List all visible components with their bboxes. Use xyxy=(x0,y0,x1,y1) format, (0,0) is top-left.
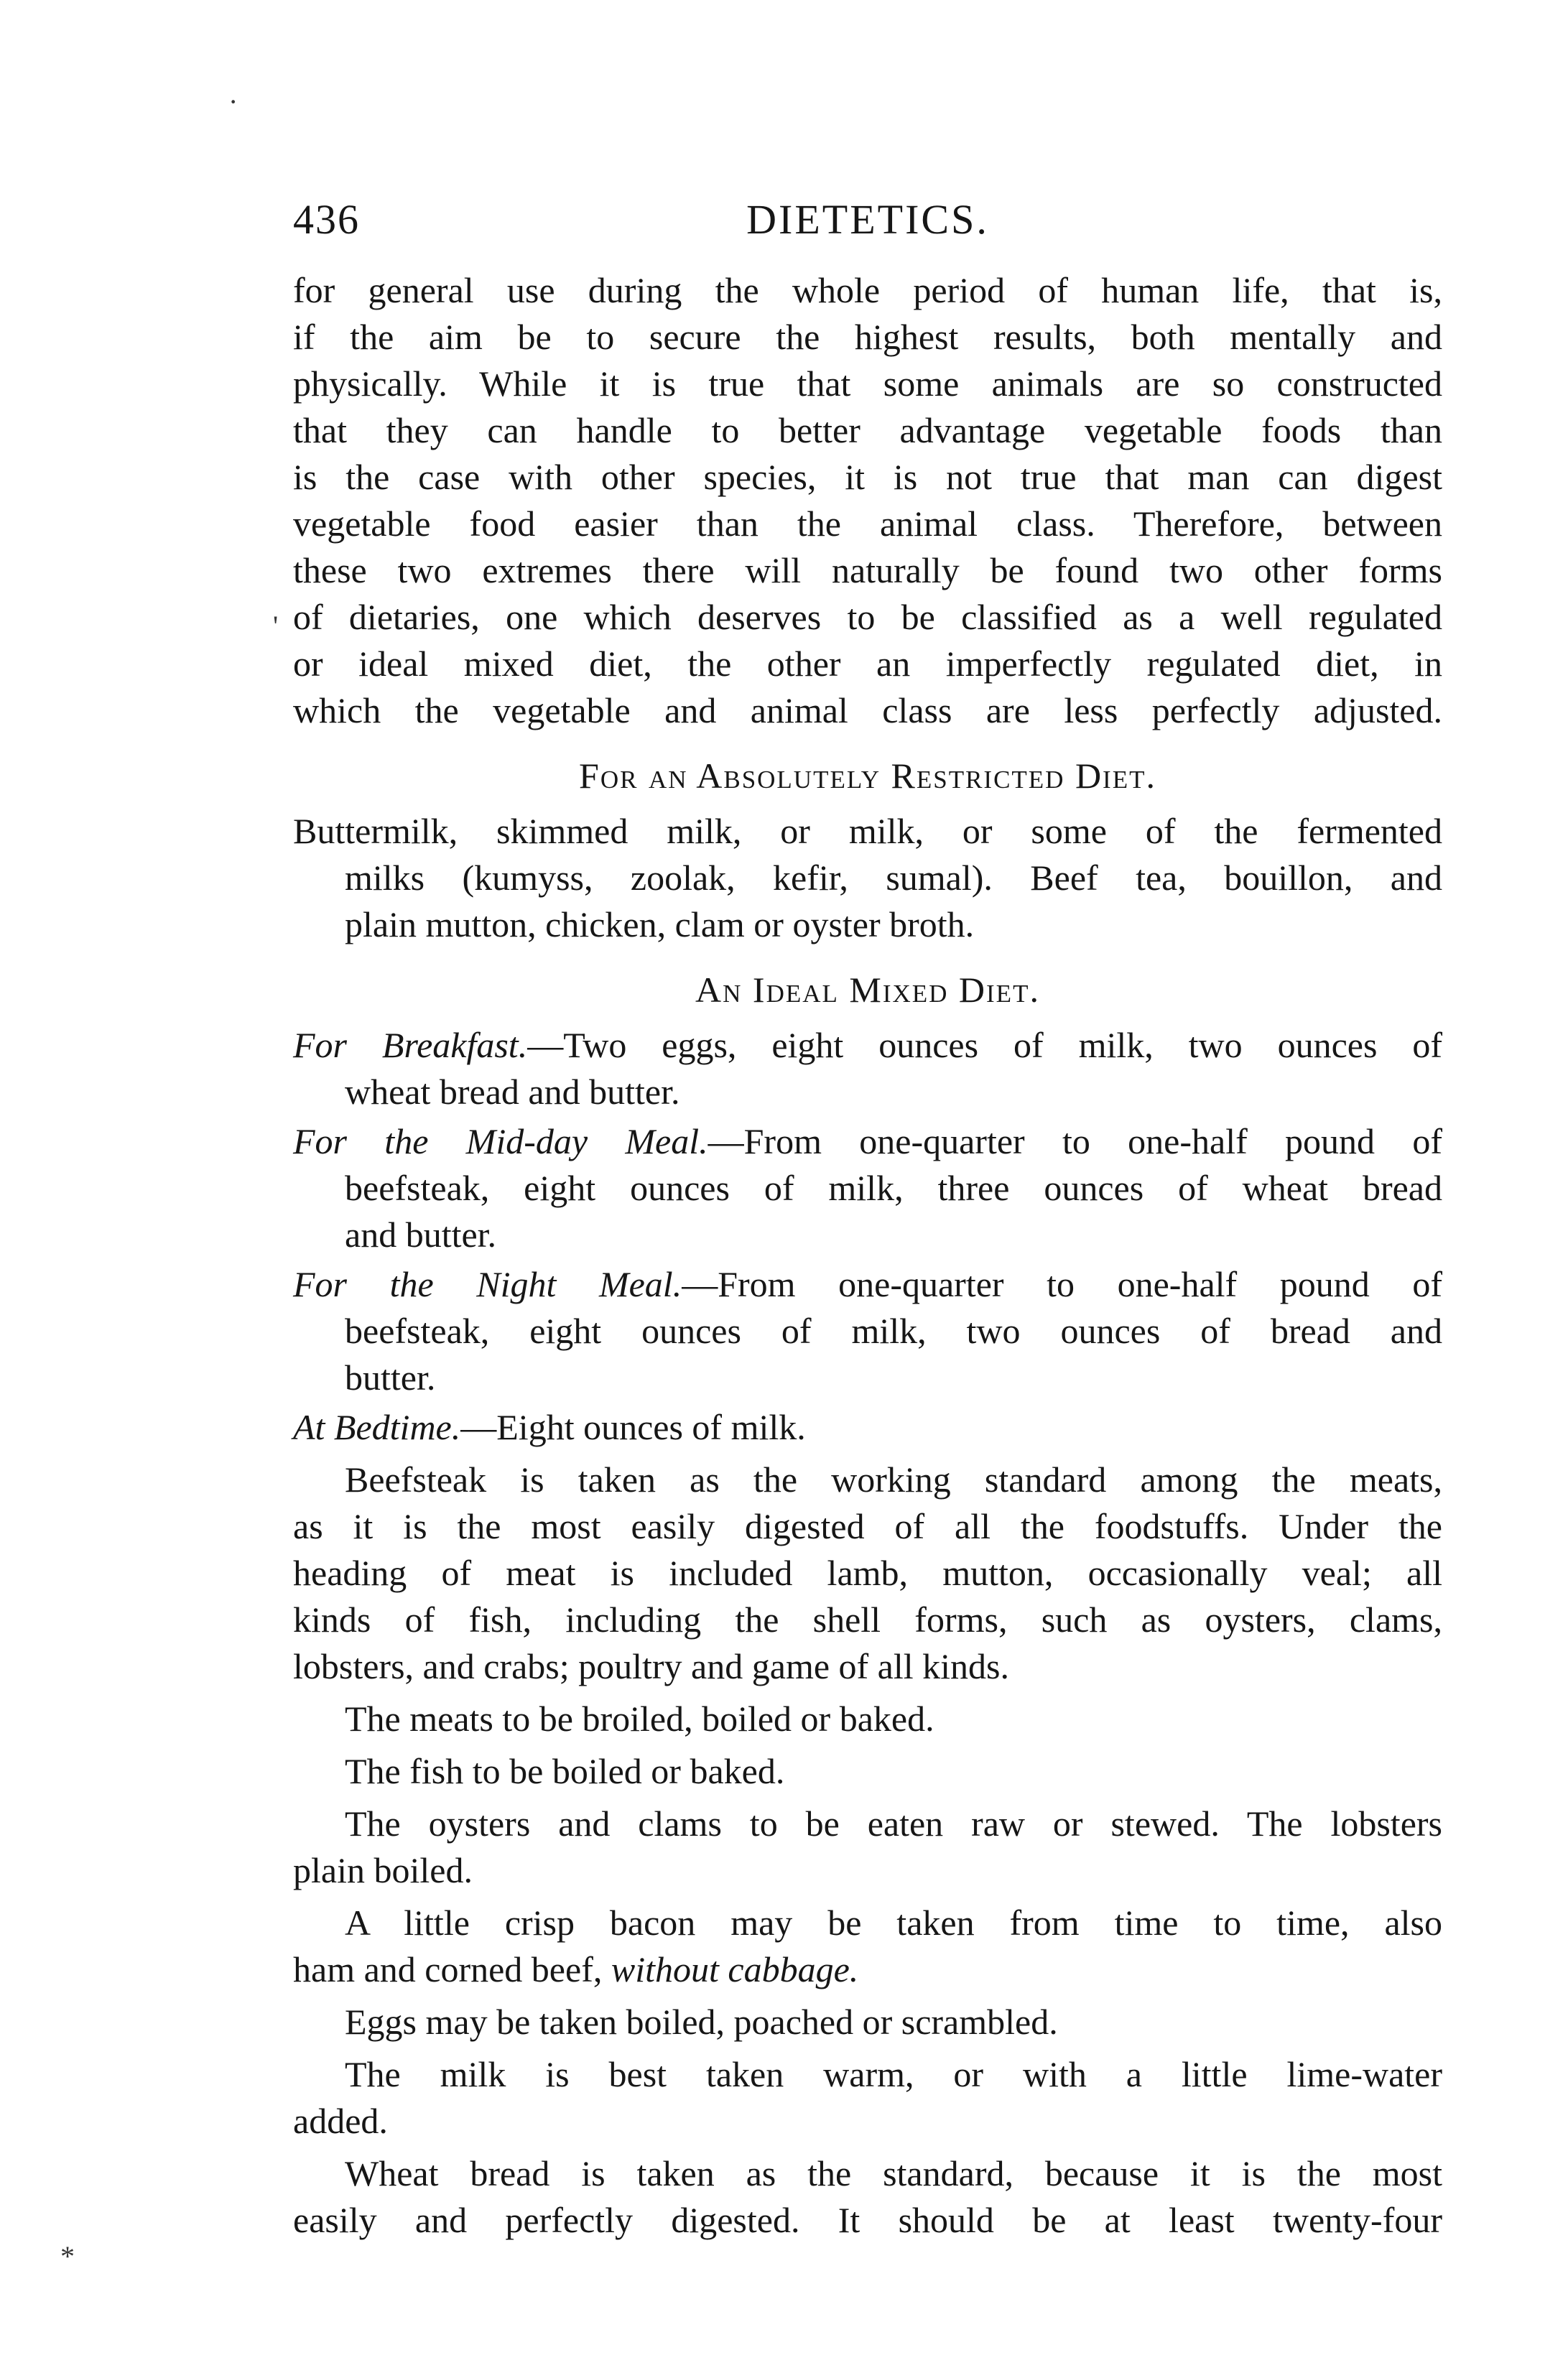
intro-line: these two extremes there will naturally be found two other forms xyxy=(293,550,1442,590)
meal-label: For Breakfast. xyxy=(293,1025,528,1065)
body-line: heading of meat is included lamb, mutton, occasionally veal; all xyxy=(293,1553,1442,1593)
meal-line: wheat bread and butter. xyxy=(345,1072,680,1112)
body-line: kinds of fish, including the shell forms, such as oysters, clams, xyxy=(293,1599,1442,1640)
intro-line: for general use during the whole period of human life, that is, xyxy=(293,270,1442,310)
bacon-emphasis: without cabbage. xyxy=(611,1949,859,1989)
restricted-diet-heading: For an Absolutely Restricted Diet. xyxy=(579,756,1156,796)
intro-line: or ideal mixed diet, the other an imperfectly regulated diet, in xyxy=(293,644,1442,684)
body-line: as it is the most easily digested of all the foodstuffs. Under the xyxy=(293,1506,1442,1546)
meal-line: beefsteak, eight ounces of milk, two ounces of bread and xyxy=(345,1311,1442,1351)
meal-breakfast xyxy=(293,1022,1442,1115)
meal-text: —Two eggs, eight ounces of milk, two ounces of xyxy=(527,1025,1442,1065)
meal-text: —From one-quarter to one-half pound of xyxy=(708,1121,1443,1161)
restricted-line: milks (kumyss, zoolak, kefir, sumal). Beef tea, bouillon, and xyxy=(345,858,1442,898)
stray-dot-mark: · xyxy=(228,85,238,118)
body-line: added. xyxy=(293,2101,388,2141)
meal-line xyxy=(293,1022,1442,1069)
intro-line: vegetable food easier than the animal class. Therefore, between xyxy=(293,503,1442,544)
intro-line: is the case with other species, it is not true that man can digest xyxy=(293,457,1442,497)
bacon-paragraph xyxy=(293,1900,1442,1993)
meal-label: For the Night Meal. xyxy=(293,1264,682,1304)
running-title: DIETETICS. xyxy=(746,196,989,243)
page-header xyxy=(293,195,1442,264)
meal-bedtime xyxy=(293,1404,1442,1451)
meal-line: and butter. xyxy=(345,1214,497,1255)
body-line: The milk is best taken warm, or with a little lime-water xyxy=(345,2054,1442,2094)
bread-paragraph xyxy=(293,2150,1442,2244)
body-line: The oysters and clams to be eaten raw or stewed. The lobsters xyxy=(345,1803,1442,1844)
mixed-diet-heading: An Ideal Mixed Diet. xyxy=(695,970,1040,1010)
meal-label: At Bedtime. xyxy=(293,1407,461,1447)
bacon-text: ham and corned beef, xyxy=(293,1949,611,1989)
intro-line: that they can handle to better advantage vegetable foods than xyxy=(293,410,1442,450)
meal-midday xyxy=(293,1118,1442,1258)
meal-text: —Eight ounces of milk. xyxy=(460,1407,806,1447)
intro-line: which the vegetable and animal class are less perfectly adjusted. xyxy=(293,690,1442,730)
meal-label: For the Mid-day Meal. xyxy=(293,1121,708,1161)
oysters-paragraph xyxy=(293,1801,1442,1894)
meal-line: beefsteak, eight ounces of milk, three ounces of wheat bread xyxy=(345,1168,1442,1208)
body-line: A little crisp bacon may be taken from time to time, also xyxy=(345,1903,1442,1943)
intro-line: of dietaries, one which deserves to be classified as a well regulated xyxy=(293,597,1442,637)
body-line: Beefsteak is taken as the working standard among the meats, xyxy=(345,1459,1442,1500)
restricted-diet-list xyxy=(293,808,1442,948)
intro-line: if the aim be to secure the highest results, both mentally and xyxy=(293,317,1442,357)
intro-paragraph xyxy=(293,267,1442,734)
meal-text: —From one-quarter to one-half pound of xyxy=(682,1264,1443,1304)
meal-line xyxy=(293,1404,1442,1451)
meal-night xyxy=(293,1261,1442,1401)
book-page xyxy=(293,195,1442,2244)
meal-line xyxy=(293,1118,1442,1165)
body-line: lobsters, and crabs; poultry and game of all kinds. xyxy=(293,1646,1009,1686)
page-number: 436 xyxy=(293,196,360,243)
beefsteak-paragraph xyxy=(293,1457,1442,1690)
stray-tick-mark: ' xyxy=(273,610,279,642)
eggs-line: Eggs may be taken boiled, poached or scrambled. xyxy=(345,2002,1058,2042)
body-line: plain boiled. xyxy=(293,1850,473,1890)
meal-line: butter. xyxy=(345,1357,436,1398)
body-line xyxy=(293,1946,1442,1993)
stray-asterisk-mark: * xyxy=(60,2240,75,2272)
body-line: Wheat bread is taken as the standard, because it is the most xyxy=(345,2153,1442,2193)
body-line: easily and perfectly digested. It should be at least twenty-four xyxy=(293,2200,1442,2240)
meats-line: The meats to be broiled, boiled or baked. xyxy=(345,1699,934,1739)
fish-line: The fish to be boiled or baked. xyxy=(345,1751,785,1791)
meal-line xyxy=(293,1261,1442,1308)
milk-paragraph xyxy=(293,2051,1442,2145)
intro-line: physically. While it is true that some animals are so constructed xyxy=(293,363,1442,404)
restricted-line: Buttermilk, skimmed milk, or milk, or some of the fermented xyxy=(293,811,1442,851)
restricted-line: plain mutton, chicken, clam or oyster broth. xyxy=(345,904,975,944)
